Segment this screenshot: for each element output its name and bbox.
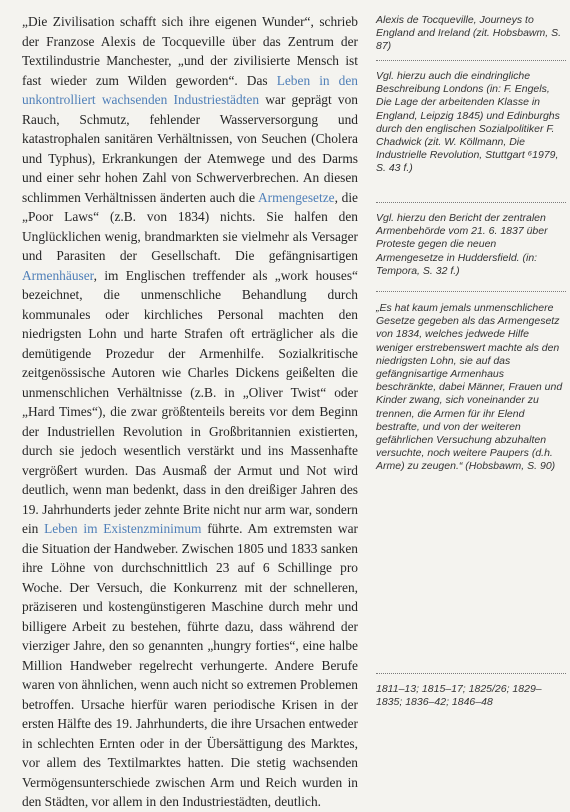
- keyword-armenhaeuser: Armenhäuser: [22, 267, 94, 283]
- margin-divider: [376, 202, 566, 203]
- margin-divider: [376, 291, 566, 292]
- margin-note-text: Vgl. hierzu den Bericht der zentralen Armenbehörde vom 21. 6. 1837 über Proteste gegen die neuen Armengesetze in Huddersfield. (in: Tempora, S. 32 f.): [376, 212, 548, 277]
- margin-note-engels: [376, 70, 566, 176]
- text-segment: , die „Poor Laws“ (z.B. von 1834) nichts. Sie halfen den Unglücklichen wenig, brandmarkten sie vielmehr als Versager und Parasiten der Gesellschaft. Die gefängnisartigen: [22, 189, 358, 263]
- text-segment: „Die Zivilisation schafft sich ihre eigenen Wunder“, schrieb der Franzose Alexis de Tocqueville über das Zentrum der Textilindustrie Manchester, „und der zivilisierte Mensch ist fast wieder zum Wilden geworden“. Das: [22, 14, 358, 88]
- text-segment: war geprägt von Rauch, Schmutz, fehlender Wasserversorgung und katastrophalen sanitären Verhältnissen, von Seuchen (Cholera und Typhus), Erkrankungen der Atemwege und des Darms und einer sehr hohen Zahl von Schwerverbrechen. An diesen schlimmen Verhältnissen änderten auch die: [22, 92, 359, 205]
- margin-note-tocqueville: [376, 14, 566, 54]
- margin-note-text: „Es hat kaum jemals unmenschlichere Gesetze gegeben als das Armengesetz von 1834, welches jedwede Hilfe weniger erstrebenswert machte als den niedrigsten Lohn, sie auf das gefängnisartige Armenhaus beschränkte, dabei Männer, Frauen und Kinder zwang, sich voneinander zu trennen, die Armen für ihr Elend bestrafte, und von der weiteren gefährlichen Versuchung abzuhalten versuchte, noch weitere Paupers (d.h. Arme) zu zeugen.“ (Hobsbawm, S. 90): [376, 302, 563, 473]
- margin-note-text: Alexis de Tocqueville, Journeys to England and Ireland (zit. Hobsbawm, S. 87): [376, 14, 562, 53]
- margin-divider: [376, 60, 566, 61]
- text-segment: , im Englischen treffender als „work houses“ bezeichnet, die unmenschliche Behandlung durch kommunales oder kirchliches Personal machten den niedrigsten Lohn und harte Strafen oft erträglicher als die demütigende Prozedur der Armenhilfe. Sozialkritische zeitgenössische Autoren wie Charles Dickens geißelten die unmenschlichen Verhältnisse (z.B. in „Oliver Twist“ oder „Hard Times“), die zwar größtenteils bereits vor dem Beginn der Industriellen Revolution in Großbritannien existierten, durch sie jedoch wesentlich verstärkt und ins Massenhafte vergrößert wurden. Das Ausmaß der Armut und Not wird deutlich, wenn man bedenkt, dass in den dreißiger Jahren des 19. Jahrhunderts jeder zehnte Brite nicht nur arm war, sondern ein: [22, 267, 358, 536]
- margin-divider: [376, 673, 566, 674]
- main-paragraph: [22, 12, 358, 812]
- keyword-existenzminimum: Leben im Existenzminimum: [44, 521, 202, 536]
- keyword-armengesetze: Armengesetze: [258, 189, 335, 205]
- text-segment: führte. Am extremsten war die Situation der Handweber. Zwischen 1805 und 1833 sanken ihre Löhne von durchschnittlich 23 auf 6 Schillinge pro Woche. Der Versuch, die Konkurrenz mit der schnelleren, präziseren und kostengünstigeren Maschine durch mehr und billigere Arbeit zu bestehen, führte dazu, dass während der vierziger Jahre, den so genannten „hungry forties“, eine halbe Million Handweber regelrecht verhungerte. Andere Berufe waren von ähnlichen, wenn auch nicht so extremen Problemen betroffen. Ursache hierfür waren periodische Krisen in der ersten Hälfte des 19. Jahrhunderts, die ihre Ursachen entweder in schlechten Ernten oder in der Übersättigung des Marktes, vor allem des Textilmarktes hatten. Die stetig wachsenden Vermögensunterschiede zwischen Arm und Reich wurden in den Städten, vor allem in den Industriestädten, deutlich.: [22, 521, 358, 809]
- margin-note-armenbehoerde: [376, 212, 566, 278]
- margin-note-crisis-years: [376, 683, 566, 709]
- margin-note-hobsbawm-quote: [376, 302, 566, 474]
- main-text-column: [22, 12, 358, 812]
- margin-note-text: 1811–13; 1815–17; 1825/26; 1829–1835; 1836–42; 1846–48: [376, 683, 542, 709]
- keyword-leben-industriestaedte: Leben in den unkontrolliert wachsenden Industriestädten: [22, 72, 358, 107]
- margin-note-text: Vgl. hierzu auch die eindringliche Beschreibung Londons (in: F. Engels, Die Lage der arbeitenden Klasse in England, Leipzig 1845) und Edinburghs durch den englischen Sozialpolitiker F. Chadwick (zit. W. Köllmann, Die Industrielle Revolution, Stuttgart ⁶1979, S. 43 f.): [376, 70, 560, 175]
